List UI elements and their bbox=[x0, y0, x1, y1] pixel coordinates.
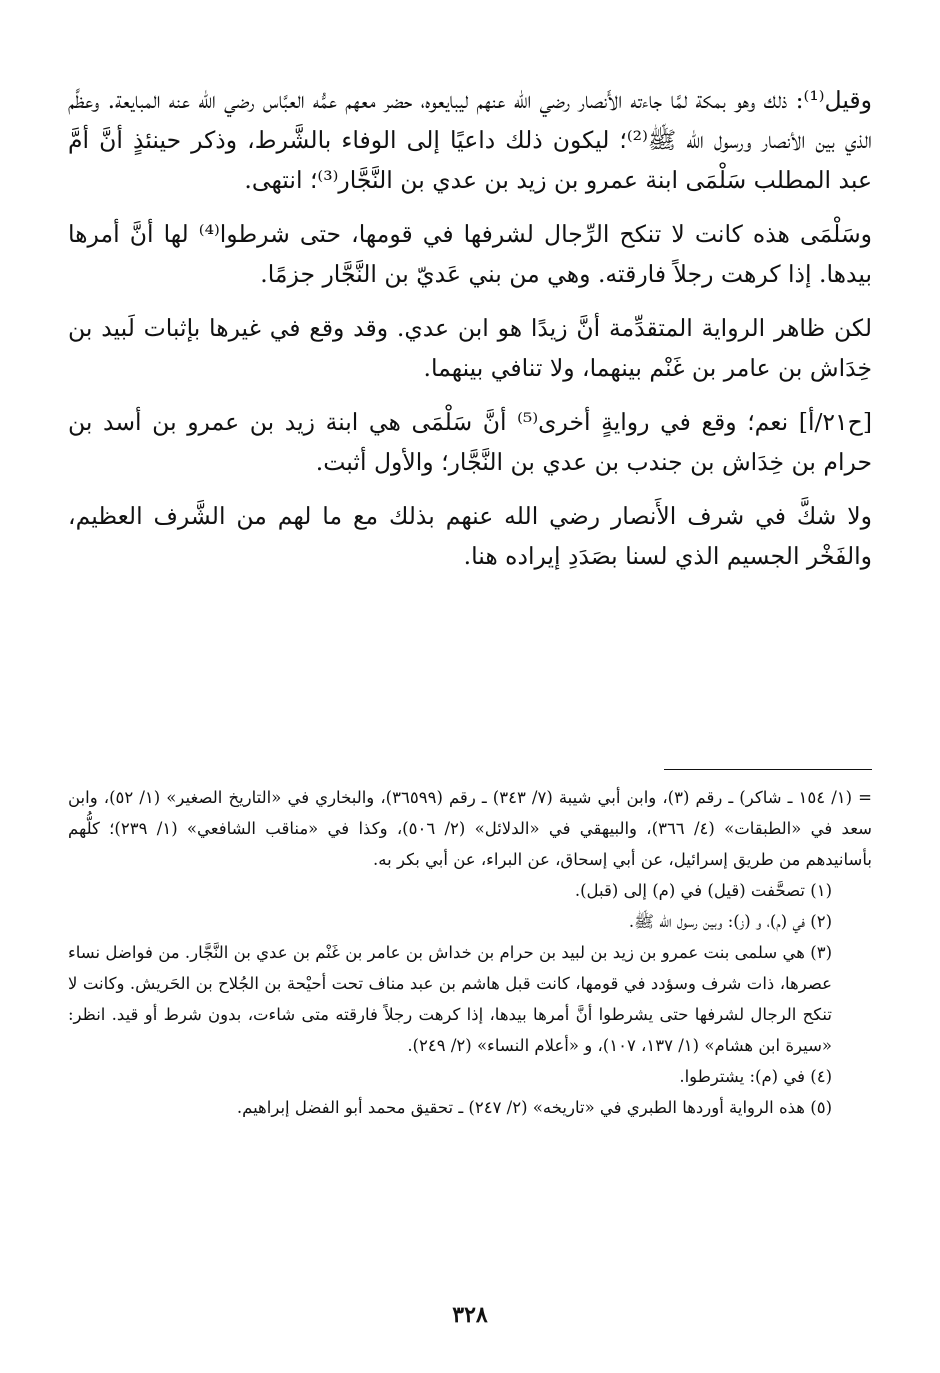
paragraph-3: لكن ظاهر الرواية المتقدِّمة أنَّ زيدًا هو ابن عدي. وقد وقع في غيرها بإثبات لَبيد بن خِدَاش بن عامر بن غَنْم بينهما، ولا تنافي بينهما. bbox=[68, 314, 872, 382]
footnote-continuation: = (١/ ١٥٤ ـ شاكر) ـ رقم (٣)، وابن أبي شيبة (٧/ ٣٤٣) ـ رقم (٣٦٥٩٩)، والبخاري في «التاريخ الصغير» (١/ ٥٢)، وابن سعد في «الطبقات» (٤/ ٣٦٦)، والبيهقي في «الدلائل» (٢/ ٥٠٦)، وكذا في «مناقب الشافعي» (١/ ٢٣٩)؛ كلُّهم بأسانيدهم من طريق إسرائيل، عن أبي إسحاق، عن البراء، عن أبي بكر به. bbox=[68, 788, 872, 869]
paragraph-4: [ح٢١/أ] نعم؛ وقع في روايةٍ أخرى⁽⁵⁾ أنَّ سَلْمَى هي ابنة زيد بن عمرو بن أسد بن حرام بن خِدَاش بن جندب بن عدي بن النَّجَّار؛ والأول أثبت. bbox=[68, 408, 872, 476]
footnote-2: (٢) في (م)، و (ز): وبين رسول الله ﷺ. bbox=[628, 912, 832, 931]
paragraph-1: وقيل⁽¹⁾: ذلك وهو بمكة لمَّا جاءته الأَنصار رضي الله عنهم ليبايعوه، حضر معهم عمُّه العبَّاس رضي الله عنه المبايعة. وعظَّم الذي بين الأنصار ورسول الله ﷺ⁽²⁾؛ ليكون ذلك داعيًا إلى الوفاء بالشَّرط، وذكر حينئذٍ أنَّ أمَّ عبد المطلب سَلْمَى ابنة عمرو بن زيد بن عدي بن النَّجَّار⁽³⁾؛ انتهى. bbox=[68, 86, 872, 194]
page-number: ٣٢٨ bbox=[452, 1302, 488, 1328]
main-text bbox=[68, 80, 872, 590]
footnote-4: (٤) في (م): يشترطوا. bbox=[679, 1067, 832, 1086]
footnote-1: (١) تصحَّفت (قيل) في (م) إلى (قبل). bbox=[574, 881, 832, 900]
footnotes bbox=[68, 782, 872, 1123]
footnote-divider bbox=[664, 769, 872, 770]
paragraph-5: ولا شكَّ في شرف الأَنصار رضي الله عنهم بذلك مع ما لهم من الشَّرف العظيم، والفَخْر الجسيم الذي لسنا بصَدَدِ إيراده هنا. bbox=[68, 502, 872, 570]
paragraph-2: وسَلْمَى هذه كانت لا تنكح الرِّجال لشرفها في قومها، حتى شرطوا⁽⁴⁾ لها أنَّ أمرها بيدها. إذا كرهت رجلاً فارقته. وهي من بني عَديّ بن النَّجَّار جزمًا. bbox=[68, 220, 872, 288]
footnote-3: (٣) هي سلمى بنت عمرو بن زيد بن لبيد بن حرام بن خداش بن عامر بن غَنْم بن عدي بن النَّجَّار. من فواضل نساء عصرها، ذات شرف وسؤدد في قومها، كانت قبل هاشم بن عبد مناف تحت أحيْحة بن الجُلاح بن الحَريش. وكانت لا تنكح الرجال لشرفها حتى يشرطوا أنَّ أمرها بيدها، إذا كرهت رجلاً فارقته متى شاءت، بدون شرط أو قيد. انظر: «سيرة ابن هشام» (١/ ١٣٧، ١٠٧)، و «أعلام النساء» (٢/ ٢٤٩). bbox=[68, 943, 833, 1055]
footnote-5: (٥) هذه الرواية أوردها الطبري في «تاريخه» (٢/ ٢٤٧) ـ تحقيق محمد أبو الفضل إبراهيم. bbox=[236, 1098, 832, 1117]
